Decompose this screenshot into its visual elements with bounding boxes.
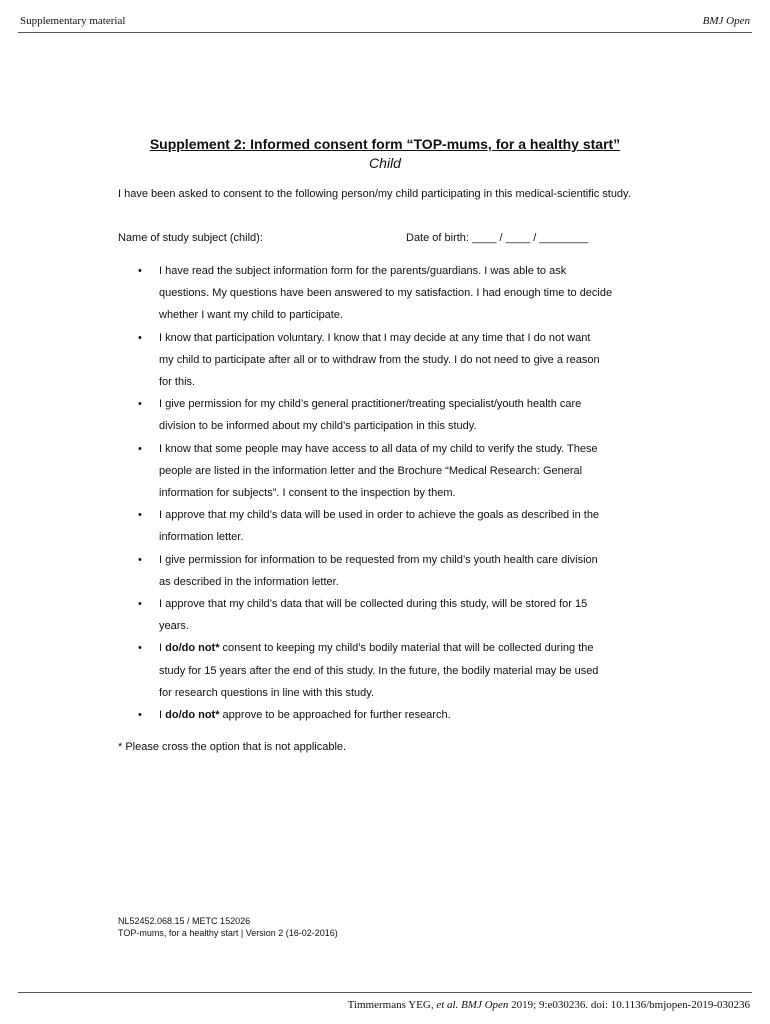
bullet-icon: • (138, 642, 142, 655)
statement-text: I have read the subject information form for the parents/guardians. I was able to ask (159, 265, 567, 277)
statement-text: consent to keeping my child’s bodily material that will be collected during the (219, 642, 594, 655)
document-footer (118, 915, 338, 939)
statement-text: I give permission for information to be requested from my child’s youth health care division (159, 553, 598, 566)
statement-text: I (159, 709, 166, 722)
consent-statement-line (118, 704, 658, 726)
subject-info-row (118, 232, 638, 244)
bullet-icon: • (138, 442, 142, 455)
page-header (18, 12, 752, 33)
bullet-icon: • (138, 709, 142, 722)
citation-details: 2019; 9:e030236. doi: 10.1136/bmjopen-2019-030236 (508, 999, 750, 1011)
bullet-icon: • (138, 398, 142, 411)
consent-statement-line (118, 637, 658, 659)
date-of-birth-label: Date of birth: ____ / ____ / ________ (406, 232, 589, 244)
consent-statement-line (118, 526, 658, 548)
citation (348, 999, 750, 1011)
consent-statement-line (118, 682, 658, 704)
consent-statements-list (118, 260, 658, 726)
consent-statement-line (118, 504, 658, 526)
version-info: TOP-mums, for a healthy start | Version 2 (16-02-2016) (118, 928, 338, 938)
consent-statement-line (118, 660, 658, 682)
page-title: Supplement 2: Informed consent form “TOP-mums, for a healthy start” (149, 136, 621, 152)
bullet-icon: • (138, 509, 142, 522)
statement-text: I approve that my child’s data that will be collected during this study, will be stored for 15 (159, 598, 588, 611)
statement-text: division to be informed about my child’s participation in this study. (159, 420, 477, 433)
consent-statement-line (118, 371, 658, 393)
consent-statement-line (118, 282, 658, 304)
statement-text: information for subjects”. I consent to the inspection by them. (159, 487, 456, 500)
consent-statement-line (118, 393, 658, 415)
header-left-label: Supplementary material (20, 15, 126, 27)
citation-authors: Timmermans YEG, (347, 999, 437, 1011)
statement-text: approve to be approached for further research. (219, 709, 451, 722)
statement-text: I know that some people may have access to all data of my child to verify the study. These (159, 442, 598, 455)
consent-statement-line (118, 327, 658, 349)
study-code: NL52452.068.15 / METC 152026 (118, 916, 251, 926)
consent-statement-line (118, 349, 658, 371)
statement-text: my child to participate after all or to withdraw from the study. I do not need to give a reason (159, 353, 600, 366)
intro-paragraph: I have been asked to consent to the following person/my child participating in this medical-scientific study. (118, 188, 631, 200)
bullet-icon: • (138, 598, 142, 611)
consent-statement-line (118, 593, 658, 615)
name-label: Name of study subject (child): (118, 232, 263, 244)
statement-text: I give permission for my child’s general practitioner/treating specialist/youth health care (159, 398, 582, 411)
statement-text: information letter. (159, 531, 244, 544)
consent-statement-line (118, 482, 658, 504)
statement-text: as described in the information letter. (159, 575, 339, 588)
citation-journal: et al. BMJ Open (436, 999, 509, 1011)
statement-text: years. (159, 620, 189, 633)
page-footer (18, 992, 752, 1017)
statement-text: I approve that my child’s data will be used in order to achieve the goals as described in the (159, 509, 600, 522)
consent-statement-line (118, 415, 658, 437)
statement-text: I know that participation voluntary. I know that I may decide at any time that I do not want (159, 331, 591, 344)
statement-option-text: do/do not* (165, 709, 220, 722)
page-subtitle: Child (369, 155, 401, 171)
consent-statement-line (118, 549, 658, 571)
consent-statement-line (118, 260, 658, 282)
consent-statement-line (118, 304, 658, 326)
consent-statement-line (118, 438, 658, 460)
footnote: * Please cross the option that is not applicable. (118, 741, 347, 753)
statement-option-text: do/do not* (165, 642, 220, 655)
bullet-icon: • (138, 553, 142, 566)
bullet-icon: • (138, 265, 142, 277)
header-journal-label: BMJ Open (702, 15, 750, 27)
consent-statement-line (118, 615, 658, 637)
statement-text: study for 15 years after the end of this study. In the future, the bodily material may be used (159, 664, 599, 677)
statement-text: people are listed in the information letter and the Brochure “Medical Research: General (159, 464, 583, 477)
statement-text: I (159, 642, 166, 655)
statement-text: for this. (159, 376, 196, 389)
consent-statement-line (118, 571, 658, 593)
bullet-icon: • (138, 331, 142, 344)
consent-statement-line (118, 460, 658, 482)
statement-text: whether I want my child to participate. (159, 309, 344, 322)
statement-text: questions. My questions have been answered to my satisfaction. I had enough time to decide (159, 287, 613, 300)
statement-text: for research questions in line with this study. (159, 686, 375, 699)
